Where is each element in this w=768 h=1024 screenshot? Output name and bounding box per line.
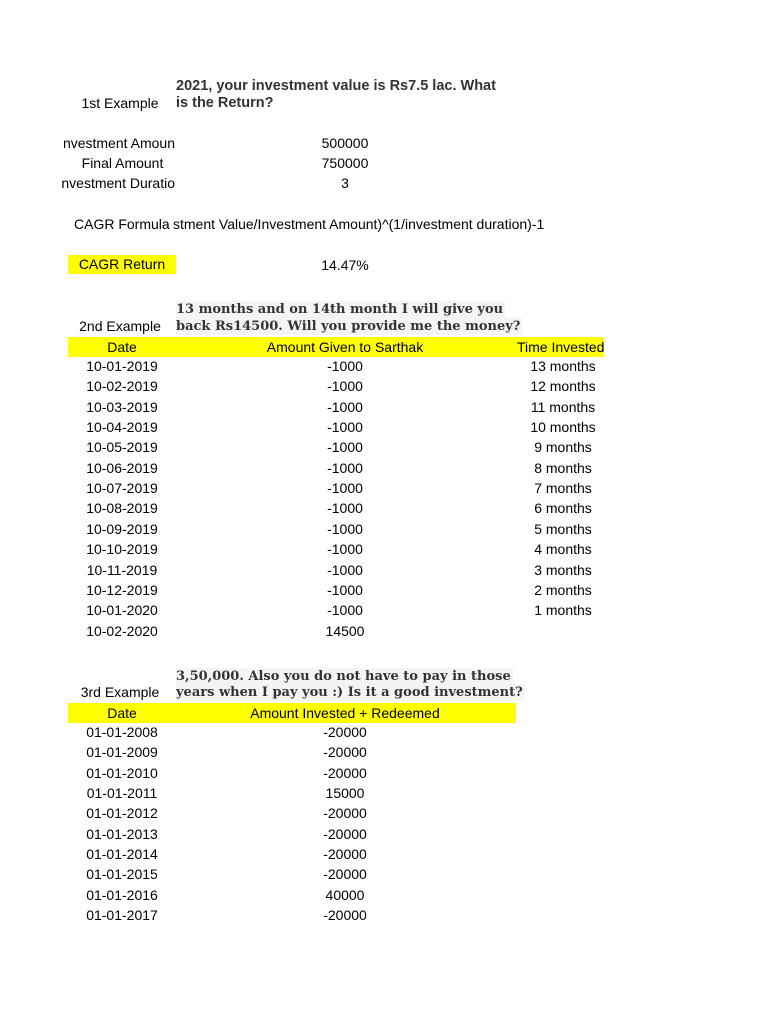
amount-cell: -20000 — [323, 825, 367, 842]
example3-header-date: Date — [107, 705, 137, 721]
table-row — [68, 376, 608, 396]
amount-cell: -20000 — [323, 724, 367, 740]
amount-cell: -1000 — [327, 500, 363, 517]
cagr-formula-text: stment Value/Investment Amount)^(1/investment duration)-1 — [173, 216, 545, 232]
amount-cell: 15000 — [325, 785, 365, 802]
table-row — [68, 905, 608, 925]
example2-header-date: Date — [107, 339, 137, 355]
amount-cell: -1000 — [327, 581, 363, 598]
amount-cell: -20000 — [323, 907, 367, 924]
date-cell: 01-01-2016 — [86, 886, 158, 903]
example1-question-line2: is the Return? — [176, 95, 274, 111]
date-cell: 10-01-2019 — [86, 358, 158, 374]
time-invested-cell: 5 months — [534, 520, 592, 537]
example3-header-amount: Amount Invested + Redeemed — [250, 705, 440, 721]
date-cell: 10-11-2019 — [86, 561, 158, 578]
table-row — [68, 885, 608, 905]
example2-header-time: Time Invested — [517, 339, 605, 355]
amount-cell: -1000 — [327, 459, 363, 476]
amount-cell: -1000 — [327, 520, 363, 537]
table-row — [68, 864, 608, 884]
amount-cell: -1000 — [327, 419, 363, 436]
table-row — [68, 539, 608, 559]
amount-cell: 14500 — [325, 622, 365, 639]
cagr-formula-label: CAGR Formula — [74, 216, 170, 232]
amount-cell: -1000 — [327, 480, 363, 497]
date-cell: 10-03-2019 — [86, 398, 158, 415]
amount-cell: -1000 — [327, 439, 363, 456]
time-invested-cell: 4 months — [534, 541, 592, 558]
example2-question-line2: back Rs14500. Will you provide me the money? — [176, 319, 521, 334]
date-cell: 01-01-2017 — [86, 907, 158, 924]
date-cell: 10-06-2019 — [86, 459, 158, 476]
example3-table-header — [68, 703, 516, 723]
example2-table-header — [68, 337, 604, 357]
table-row — [68, 742, 608, 762]
example2-header-amount: Amount Given to Sarthak — [266, 339, 424, 355]
time-invested-cell: 7 months — [534, 480, 592, 497]
table-row — [68, 519, 608, 539]
date-cell: 10-10-2019 — [86, 541, 158, 558]
investment-duration-value: 3 — [341, 175, 349, 191]
amount-cell: -20000 — [323, 846, 367, 863]
example2-label: 2nd Example — [79, 318, 161, 334]
time-invested-cell: 8 months — [534, 459, 592, 476]
date-cell: 10-08-2019 — [86, 500, 158, 517]
date-cell: 01-01-2009 — [86, 744, 158, 761]
amount-cell: -1000 — [327, 602, 363, 619]
time-invested-cell: 3 months — [534, 561, 592, 578]
table-row — [68, 600, 608, 620]
investment-duration-label: nvestment Duratio — [61, 175, 175, 191]
amount-cell: 40000 — [325, 886, 365, 903]
date-cell: 10-07-2019 — [86, 480, 158, 497]
time-invested-cell: 9 months — [534, 439, 592, 456]
time-invested-cell: 10 months — [530, 419, 596, 436]
time-invested-cell: 11 months — [530, 398, 596, 415]
investment-amount-label: nvestment Amoun — [62, 135, 175, 151]
table-row — [68, 498, 608, 518]
amount-cell: -20000 — [323, 866, 367, 883]
date-cell: 10-05-2019 — [86, 439, 158, 456]
date-cell: 10-12-2019 — [86, 581, 158, 598]
date-cell: 10-09-2019 — [86, 520, 158, 537]
final-amount-label: Final Amount — [81, 155, 164, 171]
date-cell: 01-01-2015 — [86, 866, 158, 883]
date-cell: 10-01-2020 — [86, 602, 158, 619]
time-invested-cell: 2 months — [534, 581, 592, 598]
example3-question-line2: years when I pay you :) Is it a good investment? — [176, 685, 523, 700]
table-row — [68, 560, 608, 580]
example3-label: 3rd Example — [80, 684, 160, 700]
date-cell: 01-01-2008 — [86, 724, 158, 740]
amount-cell: -1000 — [327, 561, 363, 578]
table-row — [68, 722, 608, 742]
investment-amount-value: 500000 — [321, 135, 369, 151]
date-cell: 10-02-2020 — [86, 622, 158, 639]
date-cell: 01-01-2011 — [86, 785, 158, 802]
amount-cell: -20000 — [323, 805, 367, 822]
example2-question-line1: 13 months and on 14th month I will give you — [176, 302, 504, 317]
cagr-return-value: 14.47% — [321, 257, 369, 273]
table-row — [68, 356, 608, 376]
table-row — [68, 803, 608, 823]
amount-cell: -1000 — [327, 378, 363, 395]
table-row — [68, 763, 608, 783]
date-cell: 01-01-2013 — [86, 825, 158, 842]
table-row — [68, 458, 608, 478]
table-row — [68, 783, 608, 803]
example1-question-line1: 2021, your investment value is Rs7.5 lac. What — [176, 78, 496, 94]
table-row — [68, 844, 608, 864]
table-row — [68, 478, 608, 498]
date-cell: 10-04-2019 — [86, 419, 158, 436]
table-row — [68, 824, 608, 844]
amount-cell: -20000 — [323, 764, 367, 781]
time-invested-cell: 1 months — [534, 602, 592, 619]
amount-cell: -20000 — [323, 744, 367, 761]
table-row — [68, 580, 608, 600]
example1-label: 1st Example — [81, 95, 159, 111]
date-cell: 01-01-2010 — [86, 764, 158, 781]
table-row — [68, 417, 608, 437]
date-cell: 01-01-2014 — [86, 846, 158, 863]
final-amount-value: 750000 — [321, 155, 369, 171]
amount-cell: -1000 — [327, 398, 363, 415]
cagr-return-label: CAGR Return — [68, 255, 176, 274]
date-cell: 01-01-2012 — [86, 805, 158, 822]
time-invested-cell: 13 months — [530, 358, 596, 374]
date-cell: 10-02-2019 — [86, 378, 158, 395]
table-row — [68, 437, 608, 457]
amount-cell: -1000 — [327, 358, 363, 374]
time-invested-cell: 12 months — [530, 378, 596, 395]
amount-cell: -1000 — [327, 541, 363, 558]
table-row — [68, 397, 608, 417]
time-invested-cell: 6 months — [534, 500, 592, 517]
table-row — [68, 621, 608, 641]
example3-question-line1: 3,50,000. Also you do not have to pay in those — [176, 669, 511, 684]
